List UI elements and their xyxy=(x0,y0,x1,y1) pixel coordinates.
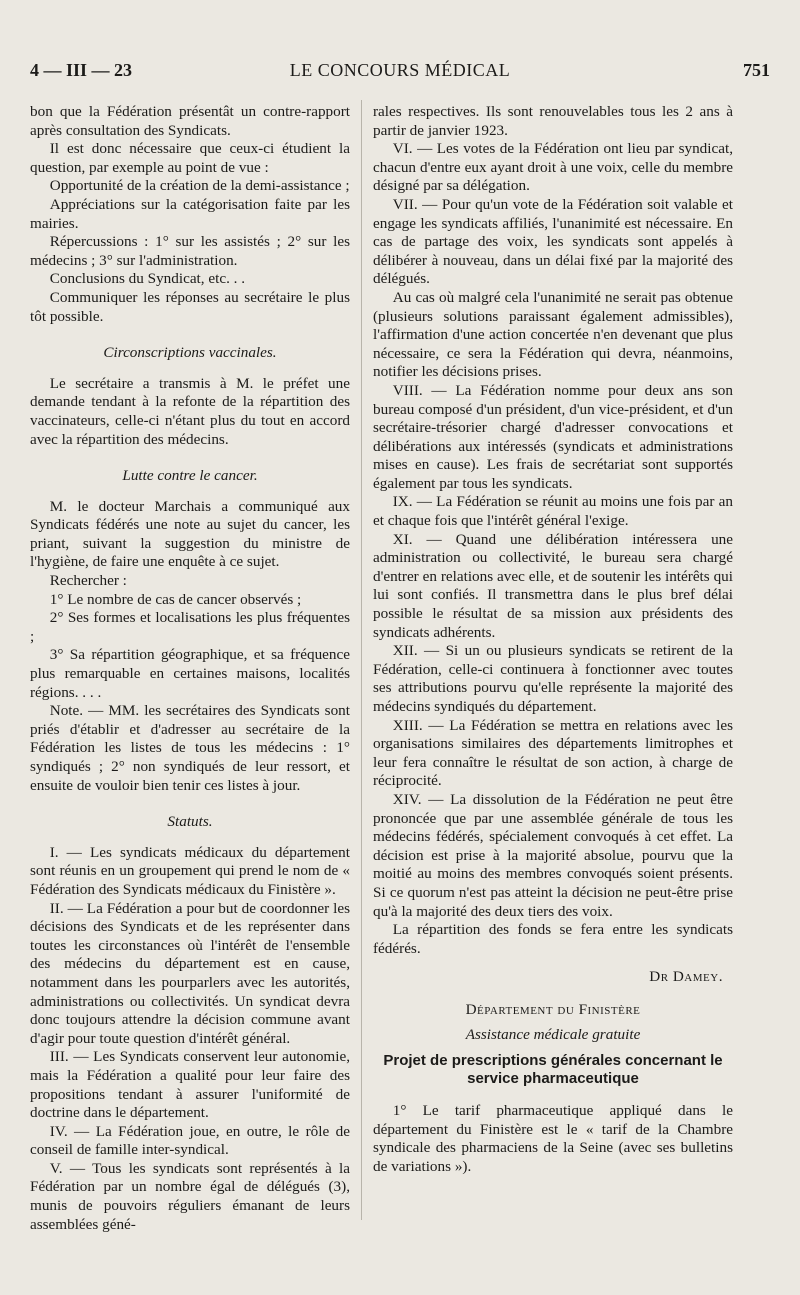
page-number: 751 xyxy=(743,60,770,80)
left-column xyxy=(30,103,350,1234)
list-item: 1° Le nombre de cas de cancer observés ; xyxy=(49,590,302,608)
article: VI. — Les votes de la Fédération ont lieu par syndicat, chacun d'entre eux ayant droit à une voix, celle du membre désigné par sa délégation. xyxy=(373,140,733,195)
paragraph: bon que la Fédération présentât un contre-rapport après consultation des Syndicats. xyxy=(30,103,350,139)
article: V. — Tous les syndicats sont représentés à la Fédération par un nombre égal de délégués (3), munis de pouvoirs réguliers émanant de leurs assemblées géné- xyxy=(30,1159,350,1233)
list-item: Conclusions du Syndicat, etc. . . xyxy=(49,270,246,288)
article: XIII. — La Fédération se mettra en relations avec les organisations similaires des départements limitrophes et leur fera connaître le résultat de son action, à charge de réciprocité. xyxy=(373,716,733,790)
paragraph: Il est donc nécessaire que ceux-ci étudient la question, par exemple au point de vue : xyxy=(30,140,350,176)
paragraph: La répartition des fonds se fera entre les syndicats fédérés. xyxy=(373,921,733,957)
article: VII. — Pour qu'un vote de la Fédération soit valable et engage les syndicats affiliés, l'unanimité est nécessaire. En cas de partage des voix, les syndicats sont appelés à délibérer à nouveau, dans un délai fixé par la majorité des délégués. xyxy=(373,195,733,288)
section-heading: Lutte contre le cancer. xyxy=(122,467,258,485)
article: I. — Les syndicats médicaux du département sont réunis en un groupement qui prend le nom de « Fédération des Syndicats médicaux du Finistère ». xyxy=(30,843,350,898)
journal-title: LE CONCOURS MÉDICAL xyxy=(289,60,511,80)
article: VIII. — La Fédération nomme pour deux ans son bureau composé d'un président, d'un vice-président, et d'un secrétaire-trésorier chargé d'adresser convocations et délibérations aux intéressés (syndicats et administrations mises en cause). Les frais de secrétariat sont supportés également par tous les syndicats. xyxy=(373,381,733,492)
department-heading: Département du Finistère xyxy=(465,1000,641,1018)
paragraph: 1° Le tarif pharmaceutique appliqué dans le département du Finistère est le « tarif de la Chambre syndicale des pharmaciens de la Seine (avec ses bulletins de variations »). xyxy=(373,1102,733,1175)
right-column xyxy=(373,103,733,1176)
section-heading: Circonscriptions vaccinales. xyxy=(103,344,277,362)
article: XIV. — La dissolution de la Fédération ne peut être prononcée que par une assemblée générale de tous les médecins fédérés, spécialement convoqués à cet effet. La décision est prise à la majorité absolue, pourvu que la moitié au moins des membres convoqués soient présents. Si ce quorum n'est pas atteint la décision ne peut-être prise qu'à la majorité des deux tiers des voix. xyxy=(373,790,733,920)
list-item: Opportunité de la création de la demi-assistance ; xyxy=(49,177,350,195)
list-item: 3° Sa répartition géographique, et sa fréquence plus remarquable en certaines maisons, localités régions. . . . xyxy=(30,646,350,701)
article: II. — La Fédération a pour but de coordonner les décisions des Syndicats et de les représenter dans toutes les circonstances où l'intérêt de l'ensemble des médecins du département est en cause, notamment dans les pourparlers avec les autorités, administrations ou collectivités. Un syndicat devra donc toujours attendre la décision commune avant d'agir pour toute question d'intérêt général. xyxy=(30,899,350,1047)
note-paragraph: Note. — MM. les secrétaires des Syndicats sont priés d'établir et d'adresser au secrétaire de la Fédération les listes de tous les médecins : 1° syndiqués ; 2° non syndiqués de leur ressort, et ensuite de vouloir bien tenir ces listes à jour. xyxy=(30,702,350,794)
article: III. — Les Syndicats conservent leur autonomie, mais la Fédération a qualité pour leur faire des propositions tendant à assurer l'uniformité de doctrine dans le département. xyxy=(30,1048,350,1122)
paragraph: Le secrétaire a transmis à M. le préfet une demande tendant à la refonte de la répartition des vaccinateurs, celle-ci n'étant plus du tout en accord avec la répartition des médecins. xyxy=(30,374,350,448)
article: IX. — La Fédération se réunit au moins une fois par an et chaque fois que l'intérêt général l'exige. xyxy=(373,493,733,530)
paragraph: Communiquer les réponses au secrétaire le plus tôt possible. xyxy=(30,288,350,325)
article: XI. — Quand une délibération intéressera une administration ou collectivité, le bureau sera chargé d'entrer en relations avec elle, et de soutenir les intérêts qui lui sont confiés. Il transmettra dans le plus bref délai possible le résultat de sa mission aux présidents des syndicats adhérents. xyxy=(373,530,733,641)
article: IV. — La Fédération joue, en outre, le rôle de conseil de famille inter-syndical. xyxy=(30,1122,350,1159)
section-heading: Statuts. xyxy=(167,813,213,831)
subheading: Assistance médicale gratuite xyxy=(465,1025,641,1043)
issue-reference: 4 — III — 23 xyxy=(30,60,133,80)
list-item: Répercussions : 1° sur les assistés ; 2° sur les médecins ; 3° sur l'administration. xyxy=(30,233,350,269)
paragraph: M. le docteur Marchais a communiqué aux Syndicats fédérés une note au sujet du cancer, les priant, suivant la suggestion du ministre de l'hygiène, de faire une enquête à ce sujet. xyxy=(30,497,350,571)
article: XII. — Si un ou plusieurs syndicats se retirent de la Fédération, celle-ci continuera à fonctionner avec toutes ses attributions pourvu qu'elle représente la majorité des médecins syndiqués du département. xyxy=(373,642,733,715)
column-divider xyxy=(361,100,362,1220)
paragraph: Au cas où malgré cela l'unanimité ne serait pas obtenue (plusieurs solutions paraissant également admissibles), l'affirmation d'une action concertée n'en devenant que plus nécessaire, ce sera la Fédération qui devra, néanmoins, notifier les décisions prises. xyxy=(373,288,733,381)
project-title: Projet de prescriptions générales concernant le service pharmaceutique xyxy=(383,1052,723,1088)
list-item: Appréciations sur la catégorisation faite par les mairies. xyxy=(30,195,350,232)
signature: Dr Damey. xyxy=(649,968,723,986)
paragraph: rales respectives. Ils sont renouvelables tous les 2 ans à partir de janvier 1923. xyxy=(373,103,733,139)
list-item: 2° Ses formes et localisations les plus fréquentes ; xyxy=(30,609,350,645)
page-header xyxy=(30,58,770,88)
paragraph: Rechercher : xyxy=(49,572,127,590)
